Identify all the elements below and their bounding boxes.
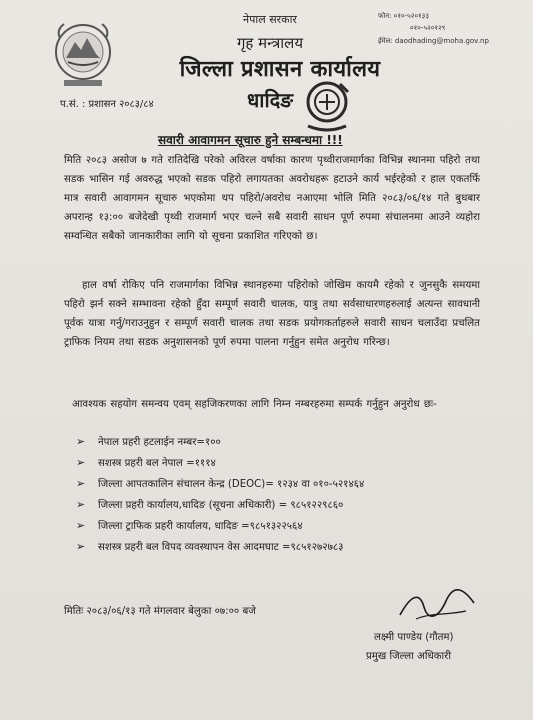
arrow-bullet-icon: ➢ [76,498,86,511]
nepal-emblem-icon [50,14,116,94]
contact-entry: सशस्त्र प्रहरी बल नेपाल =१११४ [98,458,216,469]
list-item [76,515,496,536]
emergency-contact-list [76,431,496,557]
phone-secondary: ०१०-५२०१२९ [410,24,446,32]
signatory-title: प्रमुख जिल्ला अधिकारी [366,651,451,662]
contact-entry: सशस्त्र प्रहरी बल विपद व्यवस्थापन वेस आदमघाट =९८५१२७२७८३ [98,542,344,553]
contact-entry: नेपाल प्रहरी हटलाईन नम्बर=१०० [98,437,221,448]
email-address: ईमेल: daodhading@moha.gov.np [378,37,489,45]
district-name: धादिङ [246,88,294,112]
phone-primary: फोन: ०१०-५२०१३३ [378,12,429,20]
contact-entry: जिल्ला आपतकालिन संचालन केन्द्र (DEOC)= १२३४ वा ०१०-५२१४६४ [98,479,365,490]
office-seal-icon [302,78,352,138]
handwritten-signature [394,585,480,627]
arrow-bullet-icon: ➢ [76,456,86,469]
list-item [76,431,496,452]
arrow-bullet-icon: ➢ [76,435,86,448]
notice-subject: सवारी आवागमन सूचारु हुने सम्बन्धमा !!! [158,133,343,147]
ministry-name: गृह मन्त्रालय [236,34,304,52]
government-name: नेपाल सरकार [243,13,297,26]
issue-date: मितिः २०८३/०६/१३ गते मंगलवार बेलुका ०७:०० बजे [64,606,256,617]
list-item [76,536,496,557]
arrow-bullet-icon: ➢ [76,477,86,490]
paragraph-safety-request: हाल वर्षा रोकिए पनि राजमार्गका विभिन्न स्थानहरुमा पहिरोको जोखिम कायमै रहेको र जुनसुकै समयमा पहिरो झर्न सक्ने सम्भावना रहेको हुँदा सम्पूर्ण सवारी चालक, यात्रु तथा सर्वसाधारणहरुलाई अत्यन्त सावधानी पूर्वक यात्रा गर्नु/गराउनुहुन र सम्पूर्ण सवारी चालक तथा सडक प्रयोगकर्ताहरुले सवारी साधन चलाउँदा प्रचलित ट्राफिक नियम तथा सडक अनुशासनको पूर्ण रुपमा पालना गर्नुहुन समेत अनुरोध गरिन्छ। [64,280,480,349]
arrow-bullet-icon: ➢ [76,540,86,553]
office-name: जिल्ला प्रशासन कार्यालय [179,57,381,82]
arrow-bullet-icon: ➢ [76,519,86,532]
reference-number: प.सं. : प्रशासन २०८३/८४ [60,99,154,110]
contact-entry: जिल्ला ट्राफिक प्रहरी कार्यालय, धादिङ =९८५१३२२५६४ [98,521,303,532]
list-item [76,494,496,515]
signatory-name: लक्ष्मी पाण्डेय (गौतम) [374,632,454,643]
paragraph-contact-request: आवश्यक सहयोग समन्वय एवम् सहजिकरणका लागि निम्न नम्बरहरुमा सम्पर्क गर्नुहुन अनुरोध छः- [72,399,437,410]
paragraph-road-closure: मिति २०८३ असोज ७ गते रातिदेखि परेको अविरल वर्षाका कारण पृथ्वीराजमार्गका विभिन्न स्थानमा पहिरो तथा सडक भासिन गई अवरुद्ध भएको सडक पहिरो लगायतका अवरोधहरू हटाउने कार्य भईरहेको र हाल एकतर्फि मात्र सवारी आवागमन सूचारु भएकोमा थप पहिरो/अवरोध नआएमा भोलि मिति २०८३/०६/१४ गते बुधबार अपरान्ह १३:०० बजेदेखी पृथ्वी राजमार्ग भएर चल्ने सबै सवारी साधन पूर्ण रुपमा संचालनमा आउने व्यहोरा सम्वन्धित सबैको जानकारीका लागि यो सूचना प्रकाशित गरिएको छ। [64,155,480,243]
list-item [76,473,496,494]
list-item [76,452,496,473]
contact-entry: जिल्ला प्रहरी कार्यालय,धादिङ (सूचना अधिकारी) = ९८५१२२९८६० [98,500,344,511]
